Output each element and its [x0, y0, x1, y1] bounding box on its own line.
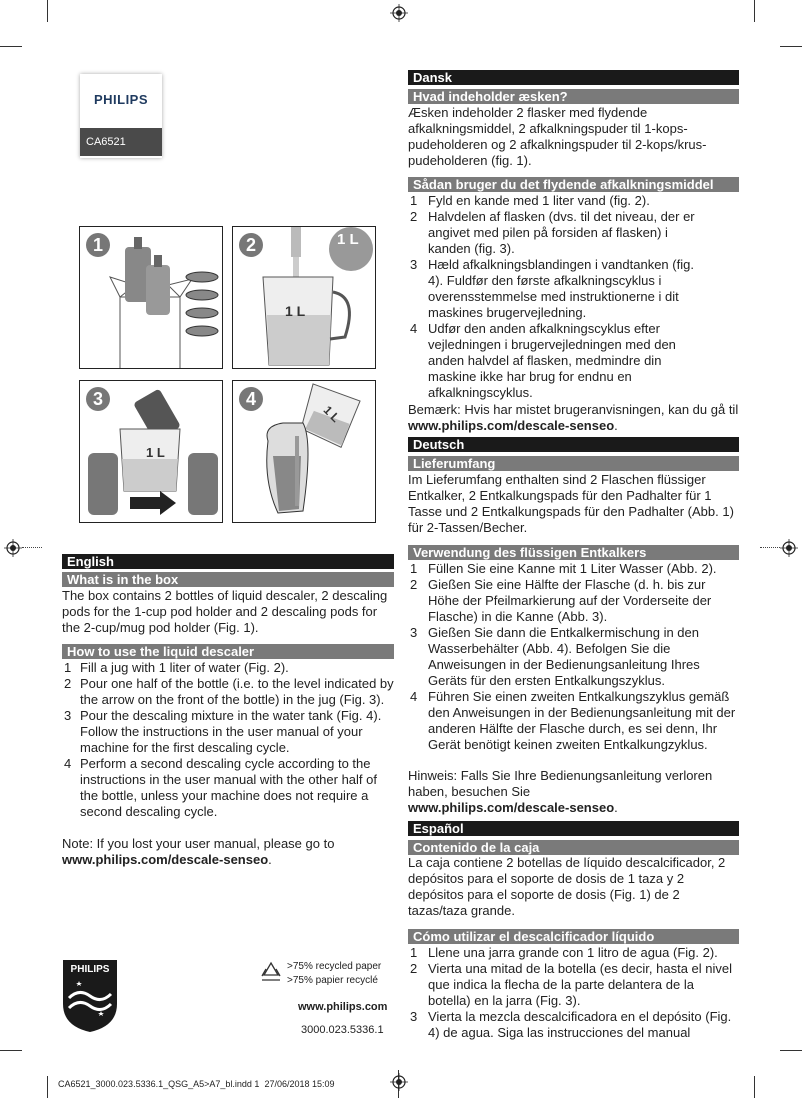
english-box-title: What is in the box — [62, 572, 394, 587]
figure-1 — [79, 226, 223, 369]
box-contents-illustration — [80, 227, 223, 369]
registration-mark-icon — [390, 1073, 408, 1091]
list-item: 1 Füllen Sie eine Kanne mit 1 Liter Wasser (Abb. 2). — [410, 561, 717, 576]
dansk-section-header: Dansk — [408, 70, 739, 85]
espanol-steps — [408, 945, 740, 1041]
jug-volume-mark: 1 L — [285, 303, 306, 319]
deutsch-note: Hinweis: Falls Sie Ihre Bedienungsanleitung verloren haben, besuchen Sie www.philips.com/descale-senseo. — [408, 768, 713, 815]
deutsch-url-link[interactable]: www.philips.com/descale-senseo — [408, 800, 615, 815]
deutsch-use-title: Verwendung des flüssigen Entkalkers — [408, 545, 739, 560]
espanol-use-title: Cómo utilizar el descalcificador líquido — [408, 929, 739, 944]
list-item: 3 Vierta la mezcla descalcificadora en el depósito (Fig. 4) de agua. Siga las instrucciones del manual — [410, 1009, 732, 1040]
list-item: 2 Pour one half of the bottle (i.e. to the level indicated by the arrow on the front of the bottle) in the jug (Fig. 3). — [64, 676, 394, 707]
figure-number: 2 — [239, 233, 263, 257]
figure-4 — [232, 380, 376, 523]
dotted-guide — [760, 547, 780, 548]
dansk-steps — [408, 193, 708, 401]
list-item: 3 Hæld afkalkningsblandingen i vandtanken (fig. 4). Fuldfør den første afkalkningscyklus i overensstemmelse med instruktionerne i dit maskines brugervejledning. — [410, 257, 694, 320]
list-item: 4 Perform a second descaling cycle according to the instructions in the user manual with the other half of the bottle, unless your machine does not require a second descaling cycle. — [64, 756, 377, 819]
figure-number: 1 — [86, 233, 110, 257]
list-item: 1 Fill a jug with 1 liter of water (Fig. 2). — [64, 660, 289, 675]
list-item: 3 Pour the descaling mixture in the water tank (Fig. 4). Follow the instructions in the user manual of your machine for the first descaling cycle. — [64, 708, 382, 755]
deutsch-box-title: Lieferumfang — [408, 456, 739, 471]
deutsch-section-header: Deutsch — [408, 437, 739, 452]
volume-label: 1 L — [337, 231, 359, 248]
recycled-paper-fr: >75% papier recyclé — [287, 975, 378, 986]
espanol-box-text: La caja contiene 2 botellas de líquido descalcificador, 2 depósitos para el soporte de dosis de 1 taza y 2 depósitos para el soporte de dosis (Fig. 1) de 2 tazas/taza grande. — [408, 855, 726, 918]
dansk-url-link[interactable]: www.philips.com/descale-senseo — [408, 418, 615, 433]
figure-number: 4 — [239, 387, 263, 411]
list-item: 1 Fyld en kande med 1 liter vand (fig. 2). — [410, 193, 650, 208]
pour-tank-illustration — [233, 381, 376, 523]
list-item: 4 Udfør den anden afkalkningscyklus efter vejledningen i brugervejledningen med den anden halvdel af flasken, medmindre din maskine ikke har brug for endnu en afkalkningscyklus. — [410, 321, 676, 400]
dotted-guide — [22, 547, 42, 548]
espanol-box-title: Contenido de la caja — [408, 840, 739, 855]
english-url-link[interactable]: www.philips.com/descale-senseo — [62, 852, 269, 867]
dansk-box-text: Æsken indeholder 2 flasker med flydende afkalkningsmiddel, 2 afkalkningspuder til 1-kops-pudeholderen og 2 afkalkningspuder til 2-kops/krus-pudeholderen (fig. 1). — [408, 105, 707, 168]
brand-logo-box — [80, 74, 162, 158]
figure-3 — [79, 380, 223, 523]
list-item: 2 Gießen Sie eine Hälfte der Flasche (d. h. bis zur Höhe der Pfeilmarkierung auf der Vorderseite der Flasche) in die Kanne (Abb. 3). — [410, 577, 712, 624]
crop-mark — [780, 46, 802, 47]
espanol-section-header: Español — [408, 821, 739, 836]
english-box-text: The box contains 2 bottles of liquid descaler, 2 descaling pods for the 1-cup pod holder and 2 descaling pods for the 2-cup/mug pod holder (Fig. 1). — [62, 588, 388, 635]
english-use-title: How to use the liquid descaler — [62, 644, 394, 659]
model-tag: CA6521 — [80, 128, 162, 156]
registration-mark-icon — [4, 539, 22, 557]
list-item: 2 Vierta una mitad de la botella (es decir, hasta el nivel que indica la flecha de la parte delantera de la botella) en la jarra (Fig. 3). — [410, 961, 732, 1008]
list-item: 3 Gießen Sie dann die Entkalkermischung in den Wasserbehälter (Abb. 4). Befolgen Sie die Anweisungen in der Bedienungsanleitung Ihres Geräts für den ersten Entkalkungszyklus. — [410, 625, 700, 688]
crop-mark — [0, 1050, 22, 1051]
figure-number: 3 — [86, 387, 110, 411]
list-item: 1 Llene una jarra grande con 1 litro de agua (Fig. 2). — [410, 945, 718, 960]
footer-website[interactable]: www.philips.com — [298, 1001, 388, 1013]
brand-logo: PHILIPS — [93, 92, 149, 107]
crop-mark — [0, 46, 22, 47]
crop-mark — [780, 1050, 802, 1051]
recycled-paper-en: >75% recycled paper — [287, 961, 382, 972]
dansk-box-title: Hvad indeholder æsken? — [408, 89, 739, 104]
crop-mark — [754, 0, 755, 22]
fill-jug-illustration — [233, 227, 376, 369]
english-steps — [62, 660, 396, 820]
dansk-note: Bemærk: Hvis har mistet brugeranvisningen, kan du gå til www.philips.com/descale-senseo. — [408, 402, 739, 433]
recycle-icon — [258, 960, 284, 986]
registration-mark-icon — [390, 4, 408, 22]
registration-mark-icon — [780, 539, 798, 557]
print-slug: CA6521_3000.023.5336.1_QSG_A5>A7_bl.indd 1 27/06/2018 15:09 — [58, 1079, 335, 1089]
jug-volume-mark: 1 L — [146, 445, 165, 460]
dansk-use-title: Sådan bruger du det flydende afkalkningsmiddel — [408, 177, 739, 192]
english-section-header: English — [62, 554, 394, 569]
deutsch-steps — [408, 561, 740, 753]
crop-mark — [47, 0, 48, 22]
list-item: 2 Halvdelen af flasken (dvs. til det niveau, der er angivet med pilen på forsiden af flasken) i kanden (fig. 3). — [410, 209, 695, 256]
figure-2 — [232, 226, 376, 369]
deutsch-box-text: Im Lieferumfang enthalten sind 2 Flaschen flüssiger Entkalker, 2 Entkalkungspads für den Padhalter für 1 Tasse und 2 Entkalkungspads für den Padhalter (Abb. 1) für 2-Tassen/Becher. — [408, 472, 734, 535]
crop-mark — [47, 1076, 48, 1098]
list-item: 4 Führen Sie einen zweiten Entkalkungszyklus gemäß den Anweisungen in der Bedienungsanleitung mit der anderen Hälfte der Flasche durch, es sei denn, Ihr Gerät benötigt keinen zweiten Entkalkungzyklus. — [410, 689, 736, 752]
shield-logo-text: PHILIPS — [70, 964, 110, 975]
jug-volume-mark: 1 L — [320, 402, 343, 426]
footer-doc-code: 3000.023.5336.1 — [301, 1024, 384, 1036]
crop-mark — [754, 1076, 755, 1098]
english-note: Note: If you lost your user manual, please go to www.philips.com/descale-senseo. — [62, 836, 335, 867]
